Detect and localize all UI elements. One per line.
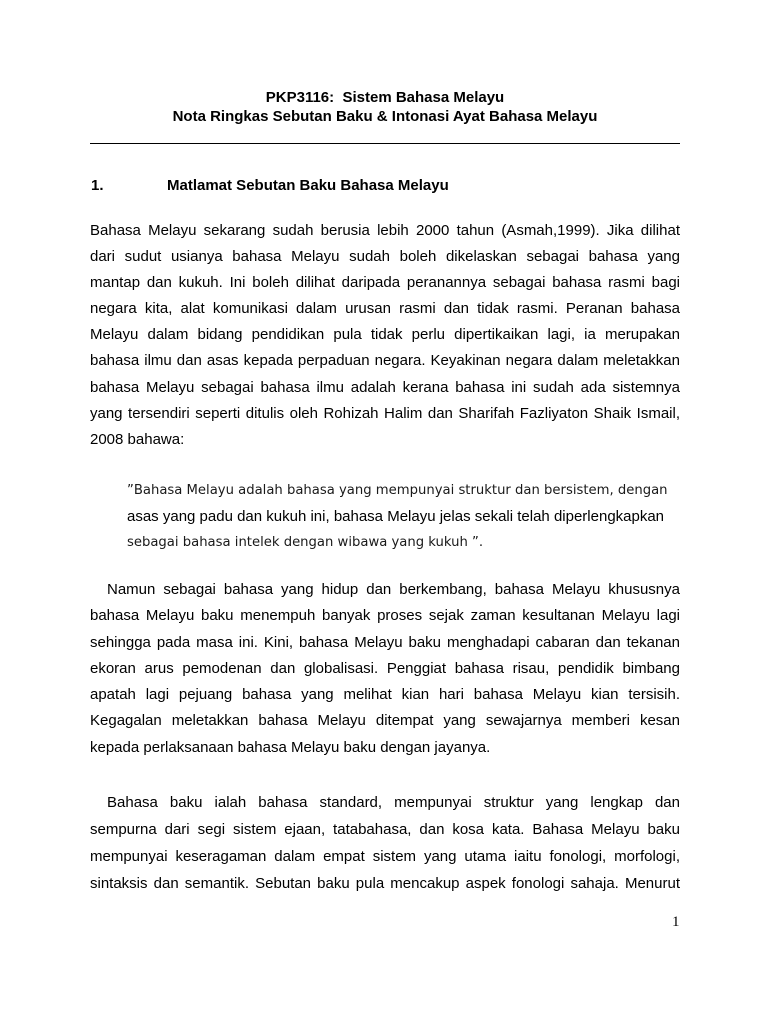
quote-line: asas yang padu dan kukuh ini, bahasa Melayu jelas sekali telah diperlengkapkan	[127, 508, 665, 525]
paragraph-1	[90, 218, 680, 453]
paragraph-line: bahasa ilmu dan asas kepada perpaduan negara. Keyakinan negara dalam meletakkan	[90, 352, 680, 370]
paragraph-line: mantap dan kukuh. Ini boleh dilihat daripada peranannya sebagai bahasa rasmi bagi	[90, 274, 680, 292]
paragraph-line: bahasa Melayu sebagai bahasa ilmu adalah kerana bahasa ini sudah ada sistemnya	[90, 378, 680, 396]
paragraph-line: 2008 bahawa:	[90, 430, 185, 448]
paragraph-line: dari sudut usianya bahasa Melayu sudah boleh dikelaskan sebagai bahasa yang	[90, 248, 680, 266]
paragraph-line: sehingga pada masa ini. Kini, bahasa Melayu baku menghadapi cabaran dan tekanan	[90, 633, 680, 651]
paragraph-line: apatah lagi pejuang bahasa yang melihat kian hari bahasa Melayu kian tersisih.	[90, 686, 680, 704]
page-number: 1	[672, 914, 680, 930]
title-divider	[90, 143, 680, 144]
paragraph-line: ekoran arus pemodenan dan globalisasi. Penggiat bahasa risau, pendidik bimbang	[90, 659, 680, 677]
paragraph-line: sintaksis dan semantik. Sebutan baku pula mencakup aspek fonologi sahaja. Menurut	[90, 875, 680, 892]
block-quote	[127, 478, 697, 556]
section-heading	[0, 177, 768, 195]
paragraph-2	[90, 577, 680, 761]
paragraph-line: Bahasa Melayu sekarang sudah berusia lebih 2000 tahun (Asmah,1999). Jika dilihat	[90, 222, 680, 239]
paragraph-line: Kegagalan meletakkan bahasa Melayu ditempat yang sewajarnya memberi kesan	[90, 712, 680, 730]
paragraph-line: Namun sebagai bahasa yang hidup dan berkembang, bahasa Melayu khususnya	[107, 581, 680, 598]
paragraph-line: Bahasa baku ialah bahasa standard, mempunyai struktur yang lengkap dan	[107, 794, 680, 811]
paragraph-line: Melayu dalam bidang pendidikan pula tidak perlu dipertikaikan lagi, ia merupakan	[90, 326, 680, 344]
paragraph-line: sempurna dari segi sistem ejaan, tatabahasa, dan kosa kata. Bahasa Melayu baku	[90, 821, 680, 838]
paragraph-line: negara kita, alat komunikasi dalam urusan rasmi dan tidak rasmi. Peranan bahasa	[90, 300, 680, 318]
document-title: PKP3116: Sistem Bahasa Melayu	[265, 89, 505, 106]
paragraph-line: bahasa Melayu baku menempuh banyak proses sejak zaman kesultanan Melayu lagi	[90, 607, 680, 625]
paragraph-line: mempunyai keseragaman dalam empat sistem yang utama iaitu fonologi, morfologi,	[90, 848, 680, 865]
paragraph-line: kepada perlaksanaan bahasa Melayu baku dengan jayanya.	[90, 738, 491, 756]
quote-line: sebagai bahasa intelek dengan wibawa yang kukuh ”.	[127, 535, 484, 550]
document-subtitle: Nota Ringkas Sebutan Baku & Intonasi Ayat Bahasa Melayu	[172, 108, 598, 125]
paragraph-line: yang tersendiri seperti ditulis oleh Rohizah Halim dan Sharifah Fazliyaton Shaik Ismail,	[90, 404, 680, 422]
quote-line: ”Bahasa Melayu adalah bahasa yang mempunyai struktur dan bersistem, dengan	[127, 483, 668, 498]
section-number: 1.	[91, 177, 104, 194]
paragraph-3	[90, 789, 680, 897]
section-title: Matlamat Sebutan Baku Bahasa Melayu	[167, 177, 449, 194]
